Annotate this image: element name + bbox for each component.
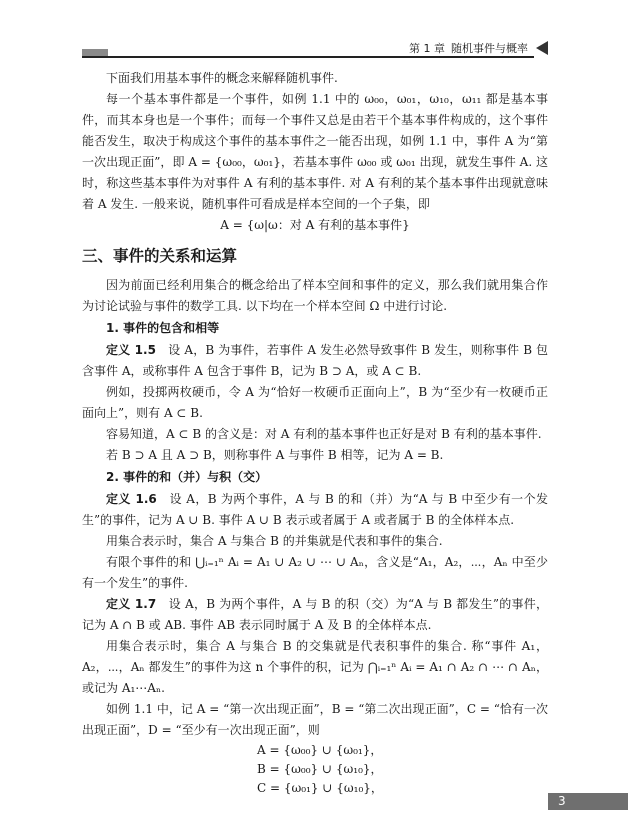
definition-label: 定义 1.7	[106, 597, 157, 611]
definition-text: 设 A，B 为事件，若事件 A 发生必然导致事件 B 发生，则称事件 B 包含事件 A，或称事件 A 包含于事件 B，记为 B ⊃ A，或 A ⊂ B.	[82, 343, 549, 378]
page-body	[82, 68, 548, 798]
definition-label: 定义 1.5	[106, 343, 156, 357]
display-formula: B = {ω₀₀} ∪ {ω₁₀}，	[257, 762, 383, 776]
definition-text: 设 A，B 为两个事件，A 与 B 的积（交）为“A 与 B 都发生”的事件，记为 A ∩ B 或 AB. 事件 AB 表示同时属于 A 及 B 的全体样本点.	[82, 597, 548, 632]
subsection-heading: 2. 事件的和（并）与积（交）	[106, 470, 268, 484]
header-triangle-icon	[536, 41, 548, 55]
paragraph: 用集合表示时，集合 A 与集合 B 的并集就是代表和事件的集合.	[106, 534, 443, 548]
definition-1-6	[82, 489, 548, 531]
paragraph: 下面我们用基本事件的概念来解释随机事件.	[106, 71, 338, 85]
paragraph: 例如，投掷两枚硬币，令 A 为“恰好一枚硬币正面向上”，B 为“至少有一枚硬币正面向上”，则有 A ⊂ B.	[82, 385, 548, 420]
running-title	[403, 40, 528, 56]
paragraph: 用集合表示时，集合 A 与集合 B 的交集就是代表积事件的集合. 称“事件 A₁，A₂，⋯，Aₙ 都发生”的事件为这 n 个事件的积，记为 ⋂ᵢ₌₁ⁿ Aᵢ = A₁ ∩ A₂ ∩ ⋯ ∩ Aₙ，或记为 A₁⋯Aₙ.	[82, 639, 548, 695]
definition-1-7	[82, 594, 548, 636]
running-header	[82, 38, 548, 60]
paragraph: 容易知道，A ⊂ B 的含义是：对 A 有利的基本事件也正好是对 B 有利的基本事件.	[106, 427, 542, 441]
paragraph: 每一个基本事件都是一个事件，如例 1.1 中的 ω₀₀，ω₀₁，ω₁₀，ω₁₁ 都是基本事件，而其本身也是一个事件；而每一个事件又总是由若干个基本事件构成的，这个事件能否发生，取决于构成这个事件的基本事件之一能否出现，如例 1.1 中，事件 A 为“第一次出现正面”，即 A = {ω₀₀，ω₀₁}，若基本事件 ω₀₀ 或 ω₀₁ 出现，就发生事件 A. 这时，称这些基本事件为对事件 A 有利的基本事件. 对 A 有利的某个基本事件出现就意味着 A 发生. 一般来说，随机事件可看成是样本空间的一个子集，即	[82, 92, 548, 211]
paragraph: 因为前面已经利用集合的概念给出了样本空间和事件的定义，那么我们就用集合作为讨论试验与事件的数学工具. 以下均在一个样本空间 Ω 中进行讨论.	[82, 278, 548, 313]
paragraph: 如例 1.1 中，记 A = “第一次出现正面”，B = “第二次出现正面”，C = “恰有一次出现正面”，D = “至少有一次出现正面”，则	[82, 702, 548, 737]
display-formula: A = {ω₀₀} ∪ {ω₀₁}，	[257, 743, 383, 757]
definition-1-5	[82, 340, 548, 382]
definition-text: 设 A，B 为两个事件，A 与 B 的和（并）为“A 与 B 中至少有一个发生”的事件，记为 A ∪ B. 事件 A ∪ B 表示或者属于 A 或者属于 B 的全体样本点.	[82, 492, 548, 527]
header-rule	[82, 56, 534, 58]
paragraph: 有限个事件的和 ⋃ᵢ₌₁ⁿ Aᵢ = A₁ ∪ A₂ ∪ ⋯ ∪ Aₙ，含义是“A₁，A₂，⋯，Aₙ 中至少有一个发生”的事件.	[82, 555, 548, 590]
header-accent-bar	[82, 49, 108, 56]
display-formula: C = {ω₀₁} ∪ {ω₁₀}，	[257, 781, 383, 795]
chapter-title: 随机事件与概率	[451, 42, 528, 55]
chapter-number: 第 1 章	[409, 42, 445, 55]
subsection-heading: 1. 事件的包含和相等	[106, 321, 220, 335]
page-number: 3	[548, 793, 628, 810]
section-heading: 三、事件的关系和运算	[82, 247, 238, 265]
display-formula: A = {ω|ω：对 A 有利的基本事件}	[220, 218, 410, 232]
paragraph: 若 B ⊃ A 且 A ⊃ B，则称事件 A 与事件 B 相等，记为 A = B.	[106, 448, 444, 462]
definition-label: 定义 1.6	[106, 492, 157, 506]
